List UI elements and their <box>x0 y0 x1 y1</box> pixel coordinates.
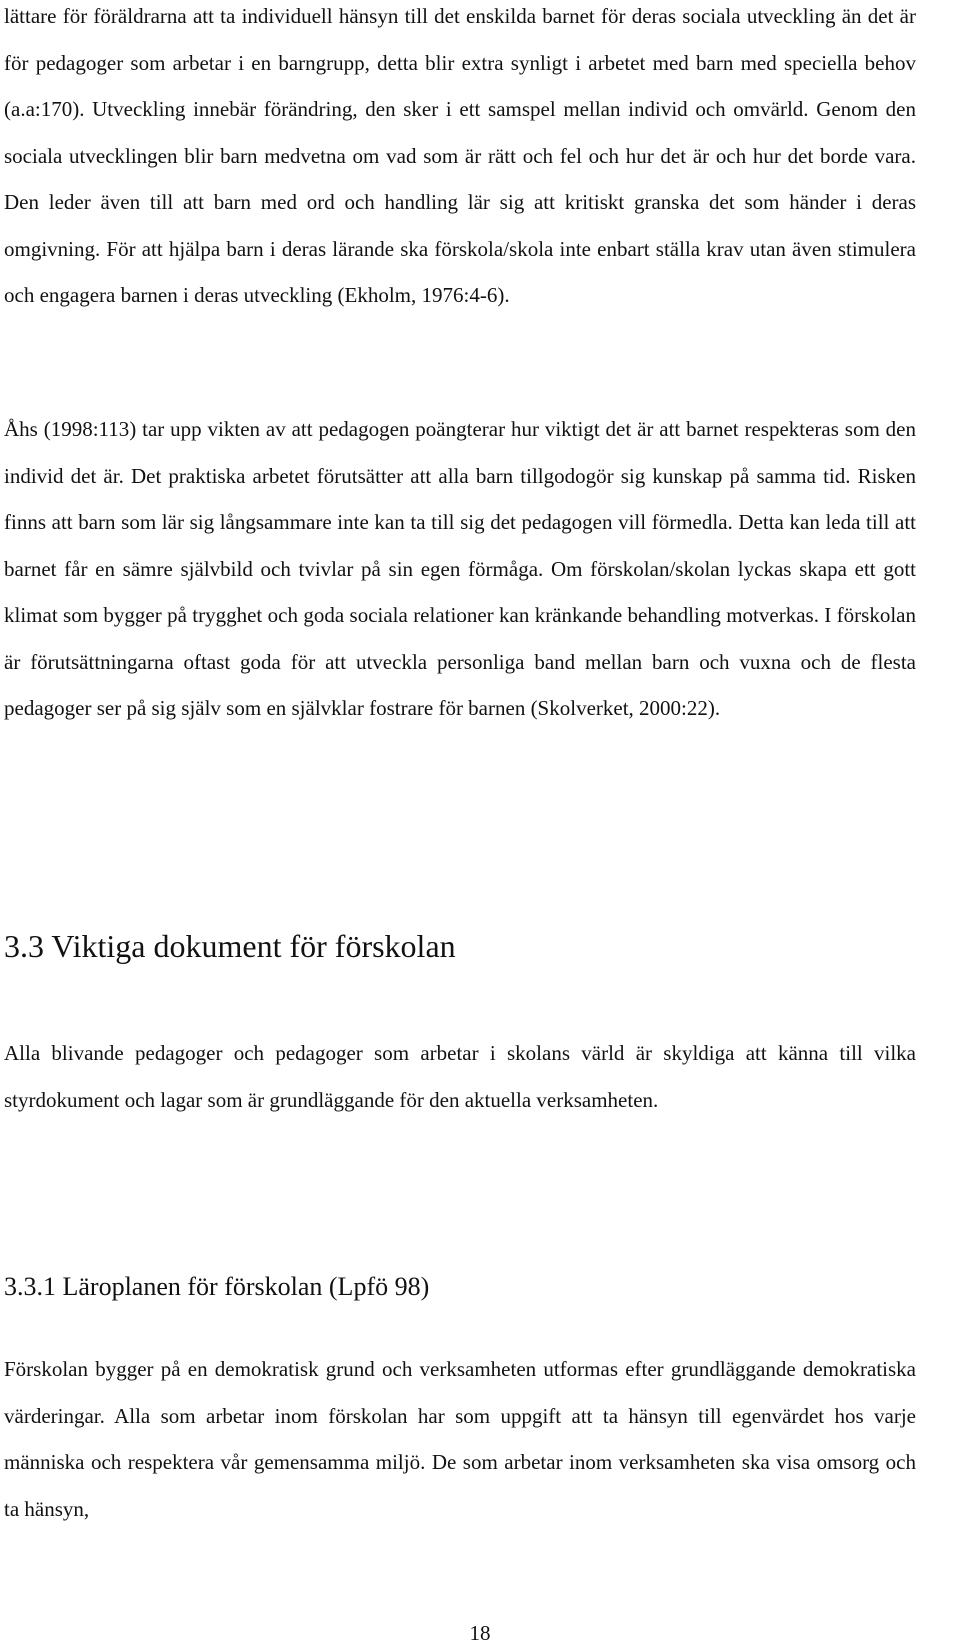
subsection-heading: 3.3.1 Läroplanen för förskolan (Lpfö 98) <box>4 1272 430 1301</box>
page-number: 18 <box>469 1621 491 1645</box>
body-paragraph: Förskolan bygger på en demokratisk grund och verksamheten utformas efter grundläggande demokratiska värderingar. Alla som arbetar inom förskolan har som uppgift att ta hänsyn till egenvärdet hos varje människa och respektera vår gemensamma miljö. De som arbetar inom verksamheten ska visa omsorg och ta hänsyn, <box>4 1357 916 1521</box>
body-paragraph: Åhs (1998:113) tar upp vikten av att pedagogen poängterar hur viktigt det är att barnet respekteras som den individ det är. Det praktiska arbetet förutsätter att alla barn tillgodogör sig kunskap på samma tid. Risken finns att barn som lär sig långsammare inte kan ta till sig det pedagogen vill förmedla. Detta kan leda till att barnet får en sämre självbild och tvivlar på sin egen förmåga. Om förskolan/skolan lyckas skapa ett gott klimat som bygger på trygghet och goda sociala relationer kan kränkande behandling motverkas. I förskolan är förutsättningarna oftast goda för att utveckla personliga band mellan barn och vuxna och de flesta pedagoger ser på sig själv som en självklar fostrare för barnen (Skolverket, 2000:22). <box>4 417 916 720</box>
body-paragraph: Alla blivande pedagoger och pedagoger som arbetar i skolans värld är skyldiga att känna till vilka styrdokument och lagar som är grundläggande för den aktuella verksamheten. <box>4 1041 916 1112</box>
section-heading: 3.3 Viktiga dokument för förskolan <box>4 928 456 964</box>
body-paragraph: lättare för föräldrarna att ta individuell hänsyn till det enskilda barnet för deras sociala utveckling än det är för pedagoger som arbetar i en barngrupp, detta blir extra synligt i arbetet med barn med speciella behov (a.a:170). Utveckling innebär förändring, den sker i ett samspel mellan individ och omvärld. Genom den sociala utvecklingen blir barn medvetna om vad som är rätt och fel och hur det är och hur det borde vara. Den leder även till att barn med ord och handling lär sig att kritiskt granska det som händer i deras omgivning. För att hjälpa barn i deras lärande ska förskola/skola inte enbart ställa krav utan även stimulera och engagera barnen i deras utveckling (Ekholm, 1976:4-6). <box>4 4 916 307</box>
